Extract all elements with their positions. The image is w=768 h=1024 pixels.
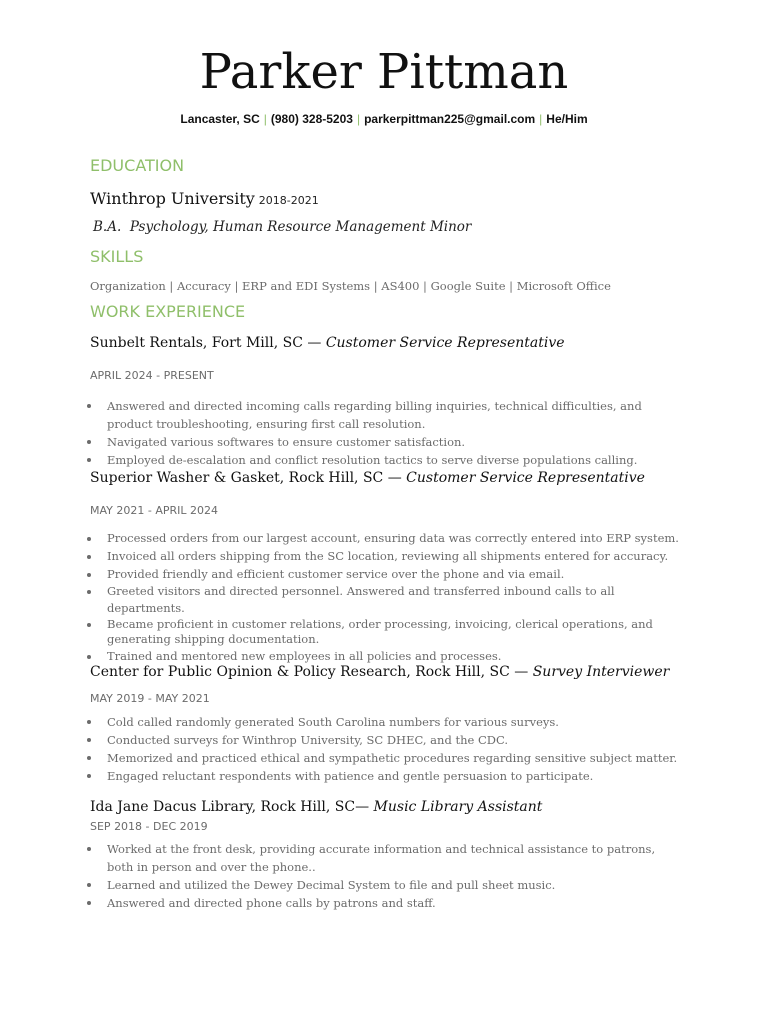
list-item: Memorized and practiced ethical and sympathetic procedures regarding sensitive subject matter.: [90, 749, 680, 767]
job-title: [90, 662, 680, 682]
job-dash: —: [509, 664, 533, 680]
education-entry: [90, 188, 319, 210]
job-role: Music Library Assistant: [373, 799, 543, 815]
job-role: Customer Service Representative: [325, 335, 565, 351]
job-company: Center for Public Opinion & Policy Research, Rock Hill, SC: [90, 664, 510, 680]
job-title: [90, 468, 680, 488]
list-item: Worked at the front desk, providing accurate information and technical assistance to patrons, both in person and over the phone..: [90, 840, 680, 876]
candidate-name: Parker Pittman: [199, 44, 569, 100]
list-item: Learned and utilized the Dewey Decimal System to file and pull sheet music.: [90, 876, 680, 894]
list-item: Employed de-escalation and conflict resolution tactics to serve diverse populations calling.: [90, 451, 680, 469]
job-entry-sunbelt: [90, 333, 680, 469]
list-item: Conducted surveys for Winthrop University, SC DHEC, and the CDC.: [90, 731, 680, 749]
job-dates: MAY 2021 - APRIL 2024: [90, 504, 218, 517]
work-experience-heading: WORK EXPERIENCE: [90, 302, 246, 321]
job-bullets: [90, 397, 680, 469]
list-item: Provided friendly and efficient customer service over the phone and via email.: [90, 566, 680, 583]
job-entry-public-opinion: [90, 662, 680, 785]
list-item: Invoiced all orders shipping from the SC location, reviewing all shipments entered for accuracy.: [90, 548, 680, 565]
contact-separator: |: [356, 112, 361, 126]
job-dates: MAY 2019 - MAY 2021: [90, 692, 210, 705]
school-years: 2018-2021: [258, 194, 319, 207]
job-company: Ida Jane Dacus Library, Rock Hill, SC: [90, 799, 356, 815]
job-dates: APRIL 2024 - PRESENT: [90, 369, 214, 382]
job-dates: SEP 2018 - DEC 2019: [90, 820, 208, 833]
job-dash: —: [302, 335, 326, 351]
list-item: Engaged reluctant respondents with patience and gentle persuasion to participate.: [90, 767, 680, 785]
job-entry-superior-washer: [90, 468, 680, 665]
list-item: Answered and directed phone calls by patrons and staff.: [90, 894, 680, 912]
contact-phone: (980) 328-5203: [270, 112, 353, 126]
job-entry-dacus-library: [90, 797, 680, 912]
job-dash: —: [355, 799, 374, 815]
education-heading: EDUCATION: [90, 156, 185, 175]
list-item: Answered and directed incoming calls regarding billing inquiries, technical difficulties, and product troubleshooting, ensuring first call resolution.: [90, 397, 680, 433]
list-item: Navigated various softwares to ensure customer satisfaction.: [90, 433, 680, 451]
contact-separator: |: [263, 112, 267, 126]
contact-email: parkerpittman225@gmail.com: [364, 112, 536, 126]
list-item: Processed orders from our largest account, ensuring data was correctly entered into ERP system.: [90, 530, 680, 547]
job-dash: —: [383, 470, 407, 486]
job-bullets: [90, 713, 680, 785]
school-name: Winthrop University: [90, 189, 255, 208]
list-item: Greeted visitors and directed personnel. Answered and transferred inbound calls to all departments.: [90, 583, 680, 617]
job-role: Survey Interviewer: [532, 664, 670, 680]
skills-list: Organization | Accuracy | ERP and EDI Systems | AS400 | Google Suite | Microsoft Office: [90, 279, 611, 293]
degree: B.A. Psychology, Human Resource Management Minor: [93, 219, 472, 235]
list-item: Trained and mentored new employees in all policies and processes.: [90, 648, 680, 665]
job-bullets: [90, 840, 680, 912]
contact-line: [0, 111, 768, 127]
list-item: Cold called randomly generated South Carolina numbers for various surveys.: [90, 713, 680, 731]
job-role: Customer Service Representative: [406, 470, 645, 486]
skills-heading: SKILLS: [90, 247, 144, 266]
job-title: [90, 797, 680, 817]
job-company: Superior Washer & Gasket, Rock Hill, SC: [90, 470, 384, 486]
job-title: [90, 333, 680, 353]
contact-separator: |: [539, 112, 543, 126]
contact-location: Lancaster, SC: [180, 112, 260, 126]
contact-pronouns: He/Him: [546, 112, 588, 126]
job-company: Sunbelt Rentals, Fort Mill, SC: [90, 335, 303, 351]
list-item: Became proficient in customer relations, order processing, invoicing, clerical operations, and generating shipping documentation.: [90, 617, 680, 647]
job-bullets: [90, 530, 680, 665]
